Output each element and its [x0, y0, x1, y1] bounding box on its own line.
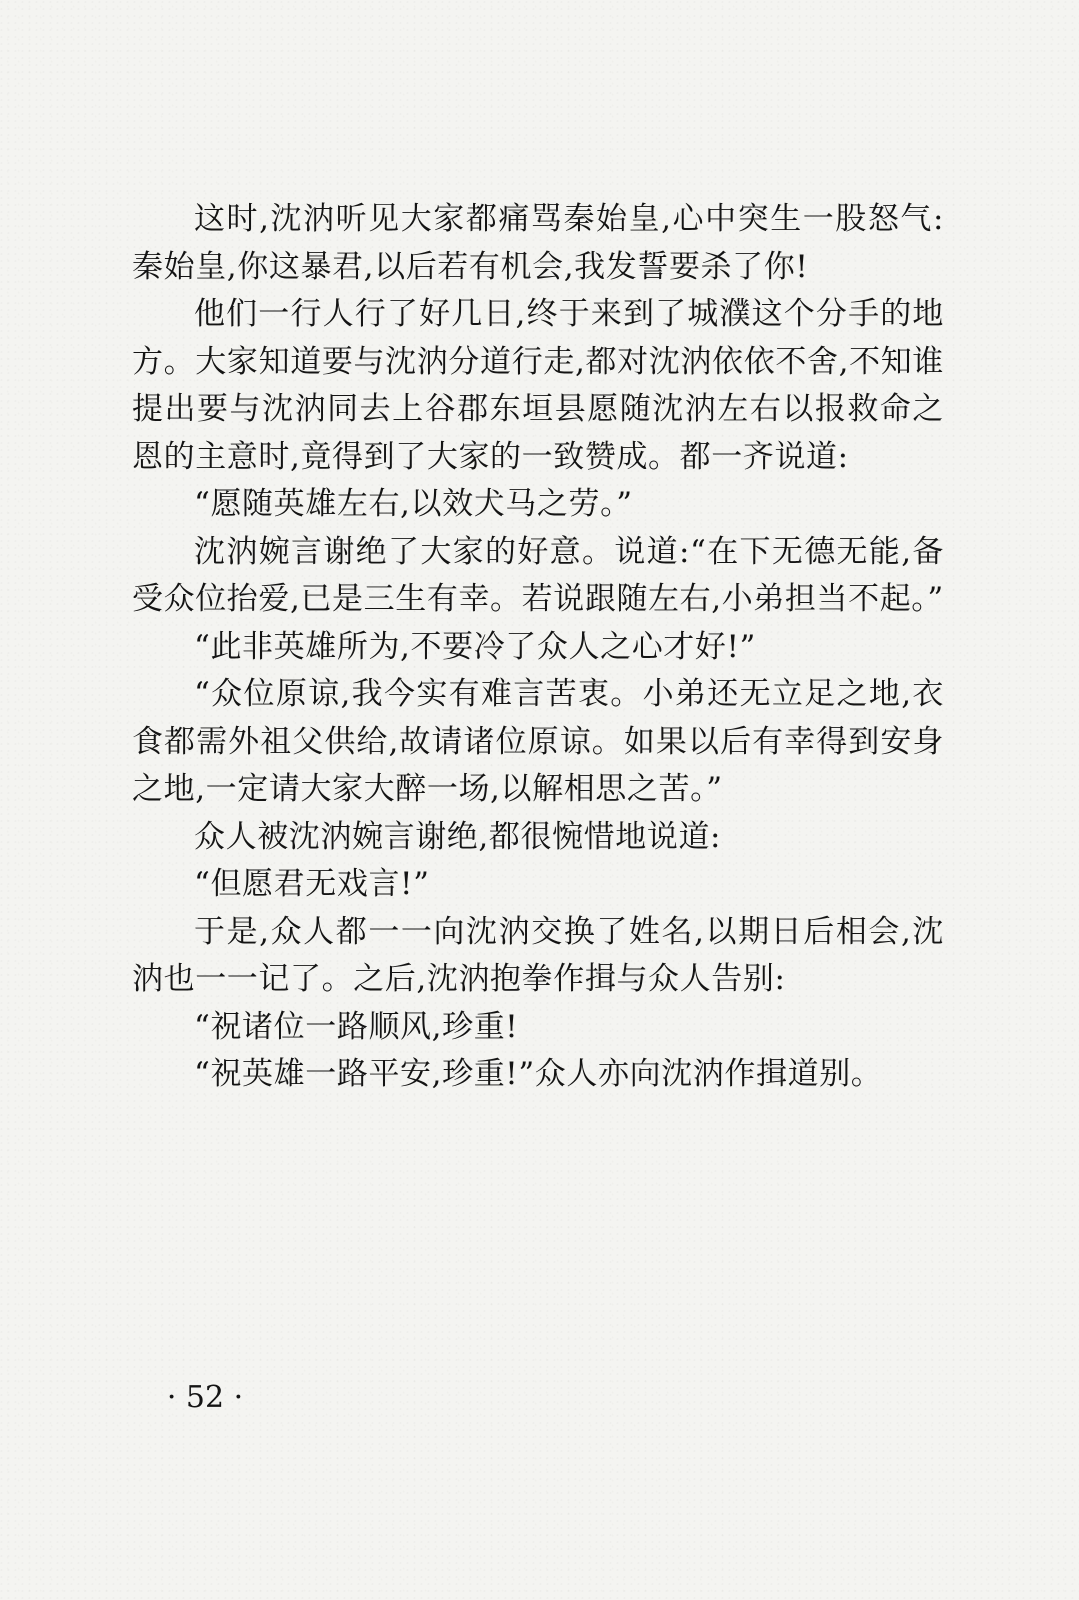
paragraph: “祝诸位一路顺风,珍重!: [194, 1008, 519, 1045]
body-text: [132, 196, 944, 1099]
paragraph: 于是,众人都一一向沈汭交换了姓名,以期日后相会,沈汭也一一记了。之后,沈汭抱拳作揖与众人告别:: [132, 913, 944, 997]
paragraph: “祝英雄一路平安,珍重!”众人亦向沈汭作揖道别。: [194, 1056, 883, 1092]
paragraph: 沈汭婉言谢绝了大家的好意。说道:“在下无德无能,备受众位抬爱,已是三生有幸。若说跟随左右,小弟担当不起。”: [132, 533, 944, 617]
paragraph: “愿随英雄左右,以效犬马之劳。”: [194, 486, 633, 522]
paragraph: 这时,沈汭听见大家都痛骂秦始皇,心中突生一股怒气:秦始皇,你这暴君,以后若有机会,我发誓要杀了你!: [132, 201, 944, 285]
page-number: · 52 ·: [166, 1380, 244, 1415]
paragraph: “但愿君无戏言!”: [194, 866, 430, 902]
paragraph: “此非英雄所为,不要冷了众人之心才好!”: [194, 628, 757, 665]
paragraph: 他们一行人行了好几日,终于来到了城濮这个分手的地方。大家知道要与沈汭分道行走,都对沈汭依依不舍,不知谁提出要与沈汭同去上谷郡东垣县愿随沈汭左右以报救命之恩的主意时,竟得到了大家的一致赞成。都一齐说道:: [132, 296, 944, 475]
paragraph: “众位原谅,我今实有难言苦衷。小弟还无立足之地,衣食都需外祖父供给,故请诸位原谅。如果以后有幸得到安身之地,一定请大家大醉一场,以解相思之苦。”: [132, 676, 944, 807]
paragraph: 众人被沈汭婉言谢绝,都很惋惜地说道:: [194, 818, 722, 855]
